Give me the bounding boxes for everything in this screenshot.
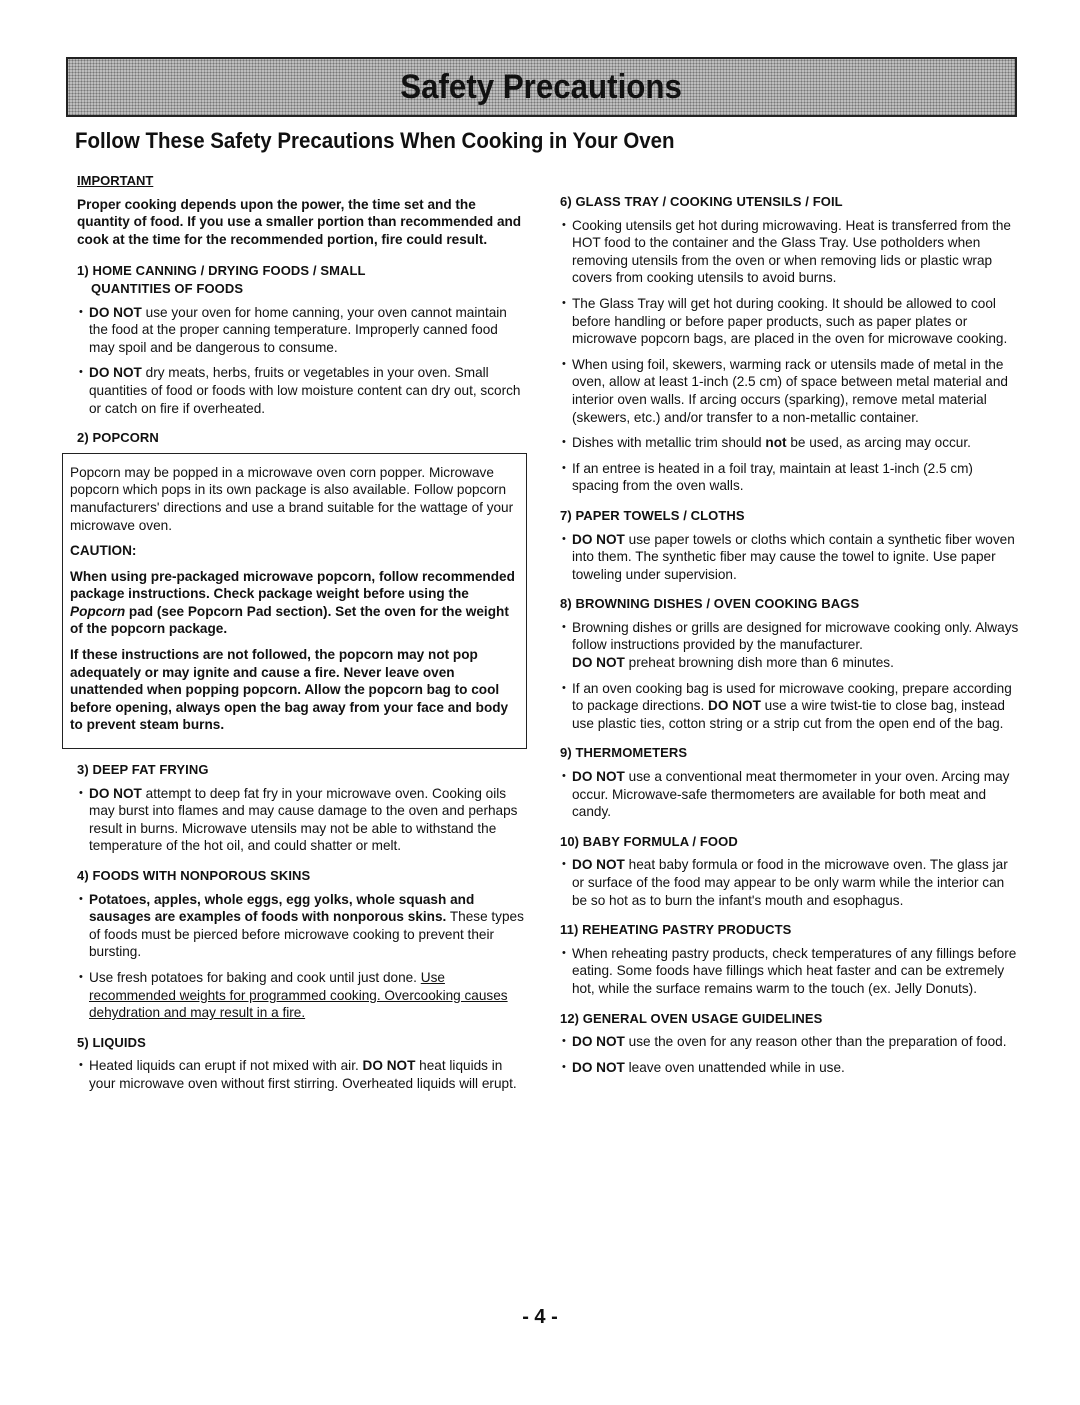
text-run: pad (see Popcorn Pad section). Set the oven for the weight of the popcorn package. [70,603,509,637]
title-banner [66,57,1017,117]
bullet-item [80,364,525,417]
text-run: Cooking utensils get hot during microwaving. Heat is transferred from the HOT food to the container and the Glass Tray. Use potholders when removing utensils from the oven or when removing lids or plastic wrap covers from cooking utensils to avoid burns. [572,217,1011,286]
text-run: not [765,435,787,451]
bullet-item [563,1033,1020,1051]
important-text: Proper cooking depends upon the power, the time set and the quantity of food. If you use a smaller portion than recommended and cook at the time for the recommended portion, fire could result. [77,196,522,247]
text-run: CAUTION: [70,543,137,559]
bullet-item [563,217,1020,287]
section-title [77,867,525,885]
left-column [70,172,525,1101]
section-right-4 [560,744,1020,820]
right-sections [560,193,1020,1076]
text-run: use paper towels or cloths which contain a synthetic fiber woven into them. The synthetic fiber may cause the towel to ignite. Use paper toweling under supervision. [572,531,1015,582]
left-sections [70,262,525,1092]
section-title-text: 11) REHEATING PASTRY PRODUCTS [560,922,792,938]
text-run: Use recommended weights for programmed cooking. Overcooking causes dehydration and may result in a fire. [89,969,508,1021]
paragraph [70,542,518,560]
section-title [77,262,525,297]
text-run: DO NOT [89,785,142,801]
bullet-item [563,856,1020,909]
text-run: DO NOT [362,1058,416,1074]
page-number: - 4 - [522,1306,558,1328]
section-title [77,429,525,447]
bullet-item [563,434,1020,452]
banner-title: Safety Precautions [400,67,683,106]
text-run: DO NOT [708,698,761,714]
paragraph [70,464,518,534]
section-title [560,193,1020,211]
bullet-item [563,680,1020,733]
text-run: DO NOT [572,857,625,873]
text-run: DO NOT [89,365,142,381]
text-run: Popcorn may be popped in a microwave oven corn popper. Microwave popcorn which pops in its own package is also available. Follow popcorn manufacturers' directions and use a brand suitable for the wattage of your microwave oven. [70,464,514,533]
text-run: preheat browning dish more than 6 minutes. [624,655,894,671]
text-run: DO NOT [572,531,625,547]
text-run: heat baby formula or food in the microwave oven. The glass jar or surface of the food may appear to be only warm while the interior can be so hot as to burn the infant's mouth and esophagus. [572,857,1008,908]
text-run: When reheating pastry products, check temperatures of any fillings before eating. Some foods have fillings which heat faster and can be extremely hot, while the surface remains warm to the touch (ex. Jelly Donuts). [572,945,1017,996]
section-title [77,761,525,779]
important-label: IMPORTANT [77,173,154,188]
bullet-item [80,891,525,961]
section-right-3 [560,595,1020,732]
bullet-item [563,460,1020,495]
section-title-cont: QUANTITIES OF FOODS [91,280,244,296]
section-title-text: 4) FOODS WITH NONPOROUS SKINS [77,868,311,883]
text-run: If an oven cooking bag is used for microwave cooking, prepare according to package directions. [572,680,1012,714]
section-title-text: 8) BROWNING DISHES / OVEN COOKING BAGS [560,596,860,612]
text-run: Use fresh potatoes for baking and cook until just done. [89,969,421,985]
section-right-6 [560,921,1020,997]
text-run: DO NOT [572,1034,625,1050]
text-run: use your oven for home canning, your oven cannot maintain the food at the proper canning temperature. Improperly canned food may spoil and be dangerous to consume. [89,304,507,355]
section-left-2 [70,429,525,749]
section-title-text: 3) DEEP FAT FRYING [77,762,209,778]
caution-box [62,453,527,749]
text-run: Popcorn [70,603,126,619]
text-run: be used, as arcing may occur. [786,435,971,451]
text-run: When using pre-packaged microwave popcorn, follow recommended package instructions. Check package weight before using the [70,568,515,602]
text-run: DO NOT [572,1059,625,1075]
section-title [77,1034,525,1052]
bullet-item [80,969,525,1022]
text-run: attempt to deep fat fry in your microwave oven. Cooking oils may burst into flames and may cause damage to the oven and perhaps result in burns. Microwave utensils may not be able to withstand the temperature of the hot oil, and could shatter or melt. [89,785,518,854]
page-subtitle: Follow These Safety Precautions When Cooking in Your Oven [75,128,675,153]
text-run: use a wire twist-tie to close bag, instead use plastic ties, cotton string or a strip cut from the open end of the bag. [572,698,1005,731]
section-left-3 [77,761,525,855]
bullet-item [80,304,525,357]
paragraph [70,646,518,734]
text-run: DO NOT [572,655,625,671]
section-title-text: 12) GENERAL OVEN USAGE GUIDELINES [560,1010,823,1026]
bullet-item [80,785,525,855]
section-title [560,507,1020,525]
bullet-item [563,768,1020,821]
text-run: use a conventional meat thermometer in your oven. Arcing may occur. Microwave-safe thermometers are available for both meat and candy. [572,769,1010,820]
text-run: use the oven for any reason other than the preparation of food. [624,1034,1007,1050]
text-run: When using foil, skewers, warming rack or utensils made of metal in the oven, allow at least 1-inch (2.5 cm) of space between metal material and interior oven walls. If arcing occurs (sparking), remove metal material (skewers, etc.) and/or transfer to a non-metallic container. [572,356,1008,425]
section-title-text: 1) HOME CANNING / DRYING FOODS / SMALL [77,263,366,279]
section-right-7 [560,1010,1020,1077]
text-run: DO NOT [572,769,625,785]
text-run: dry meats, herbs, fruits or vegetables in your oven. Small quantities of food or foods with low moisture content can dry out, scorch or catch on fire if overheated. [89,365,521,416]
text-run: heat liquids in your microwave oven without first stirring. Overheated liquids will erupt. [89,1058,517,1091]
text-run: Browning dishes or grills are designed for microwave cooking only. Always follow instructions provided by the manufacturer. [572,619,1019,653]
text-run: DO NOT [89,304,142,320]
section-title [560,1010,1020,1028]
section-title-text: 5) LIQUIDS [77,1034,146,1050]
section-title-text: 2) POPCORN [77,430,159,446]
bullet-item [80,1057,525,1092]
text-run: leave oven unattended while in use. [624,1059,845,1075]
right-column [560,193,1020,1084]
bullet-item [563,619,1020,672]
bullet-item [563,531,1020,584]
text-run: Heated liquids can erupt if not mixed with air. [89,1058,363,1074]
text-run: Potatoes, apples, whole eggs, egg yolks, whole squash and sausages are examples of foods with nonporous skins. [89,891,475,925]
section-title-text: 6) GLASS TRAY / COOKING UTENSILS / FOIL [560,194,843,209]
section-title-text: 7) PAPER TOWELS / CLOTHS [560,507,745,523]
section-title-text: 9) THERMOMETERS [560,745,688,761]
bullet-item [563,295,1020,348]
section-title [560,921,1020,939]
section-title [560,595,1020,613]
section-left-1 [77,262,525,417]
bullet-item [563,945,1020,998]
section-title [560,833,1020,851]
bullet-item [563,356,1020,426]
text-run: If these instructions are not followed, the popcorn may not pop adequately or may ignite and cause a fire. Never leave oven unattended when popping popcorn. Allow the popcorn bag to cool before opening, always open the bag away from your face and body to prevent steam burns. [70,647,509,733]
text-run: Dishes with metallic trim should [572,435,766,451]
text-run: These types of foods must be pierced before microwave cooking to prevent their bursting. [89,909,524,960]
text-run: If an entree is heated in a foil tray, maintain at least 1-inch (2.5 cm) spacing from the oven walls. [572,460,973,494]
text-run: The Glass Tray will get hot during cooking. It should be allowed to cool before handling or before paper products, such as paper plates or microwave popcorn bags, are placed in the oven for microwave cooking. [572,295,1008,347]
bullet-item [563,1059,1020,1077]
paragraph [70,568,518,638]
section-left-4 [77,867,525,1022]
section-right-2 [560,507,1020,583]
section-right-5 [560,833,1020,909]
section-left-5 [77,1034,525,1093]
section-right-1 [560,193,1020,495]
section-title-text: 10) BABY FORMULA / FOOD [560,833,738,849]
section-title [560,744,1020,762]
